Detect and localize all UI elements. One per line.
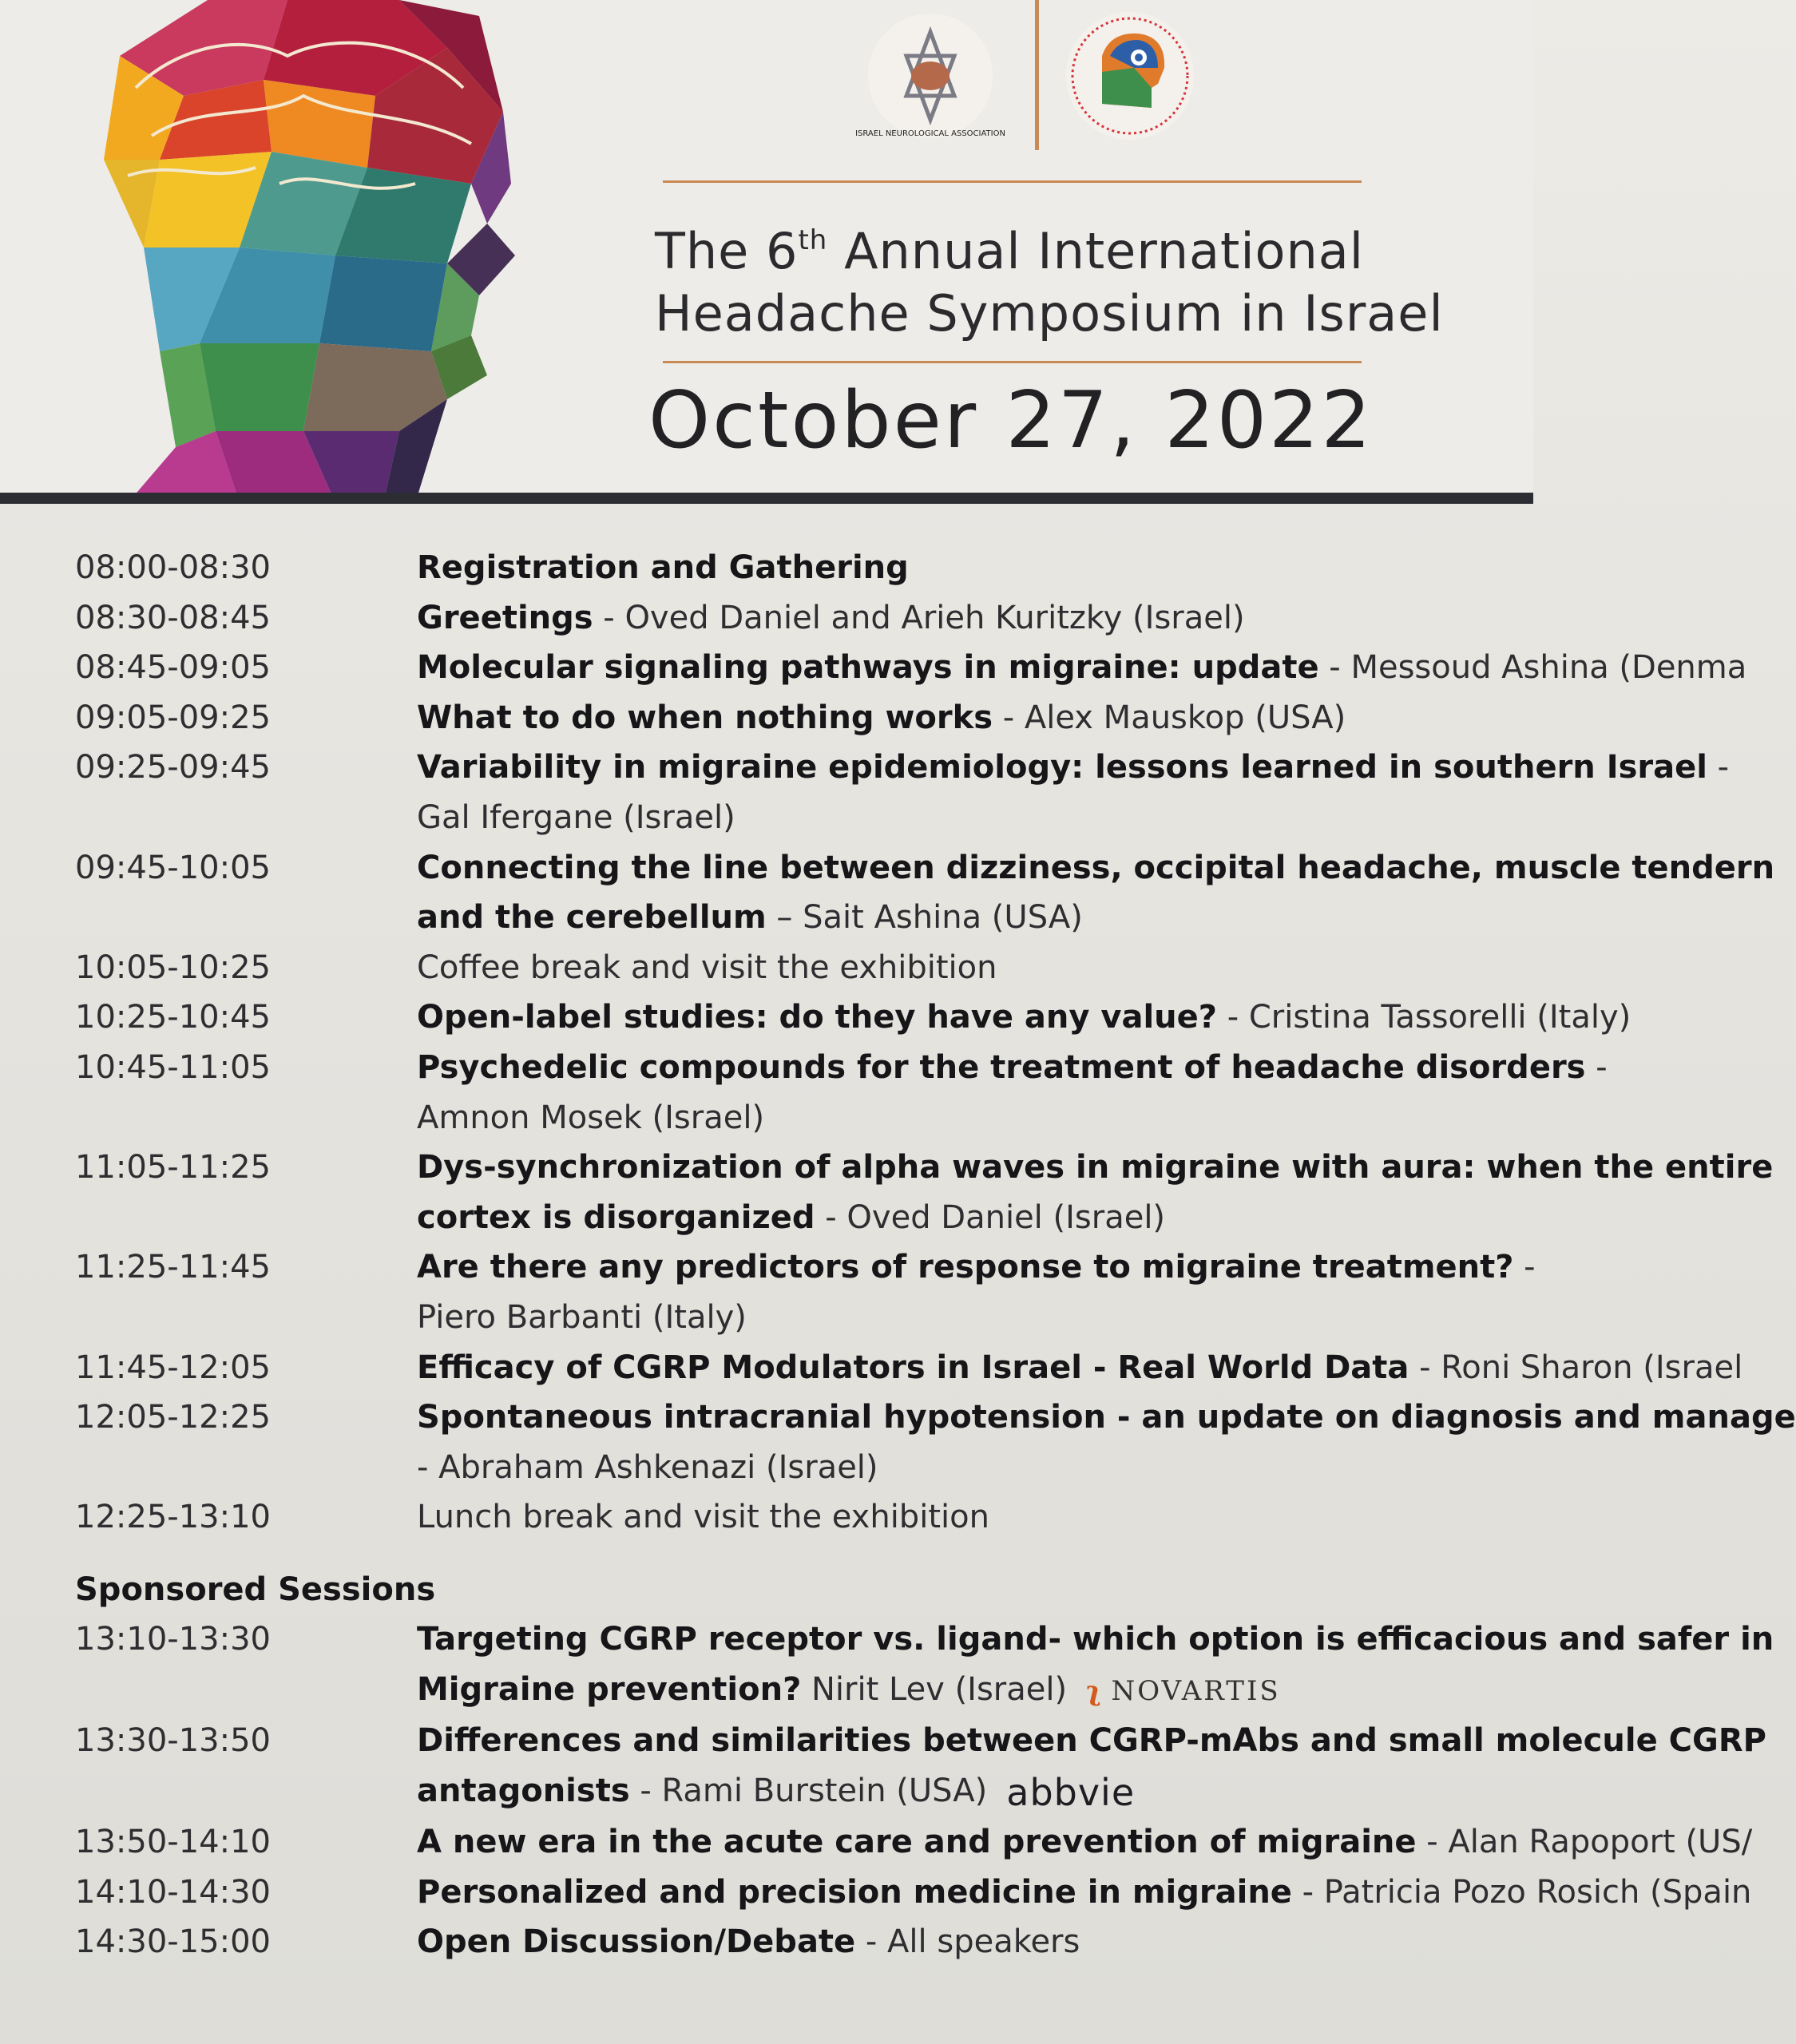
agenda-row: [0, 1043, 1608, 1093]
agenda-main-sessions: [0, 543, 1796, 1543]
session-line: [343, 543, 1533, 593]
session-title: What to do when nothing works: [417, 699, 993, 736]
agenda-row: [0, 643, 1747, 693]
session-speaker: – Sait Ashina (USA): [766, 899, 1083, 937]
session-time: 08:00-08:30: [75, 549, 271, 586]
session-line: [343, 943, 1533, 993]
session-line: [343, 992, 1631, 1043]
sponsored-sessions-heading: Sponsored Sessions: [75, 1571, 436, 1608]
session-time: [0, 1093, 343, 1143]
agenda-row: [0, 1392, 1796, 1443]
header-divider-band: [0, 493, 1533, 504]
session-time: [0, 1193, 343, 1243]
session-time: [0, 1665, 343, 1716]
symposium-title: [655, 209, 1453, 345]
session-line: [343, 1817, 1752, 1868]
novartis-flame-icon: ʅ: [1086, 1674, 1104, 1707]
session-speaker: Piero Barbanti (Italy): [417, 1298, 747, 1336]
session-time: 13:10-13:30: [75, 1621, 271, 1658]
session-speaker: - Cristina Tassorelli (Italy): [1216, 999, 1631, 1036]
session-line: [343, 893, 1533, 943]
session-time: 12:05-12:25: [75, 1399, 271, 1436]
session-time: 10:25-10:45: [75, 999, 271, 1036]
agenda-row: [0, 843, 1775, 893]
session-line: [343, 1392, 1796, 1443]
session-line: [343, 1242, 1536, 1293]
title-line-2: Headache Symposium in Israel: [655, 284, 1444, 343]
agenda-row: [0, 793, 1533, 843]
session-line: [343, 743, 1729, 793]
session-title: Spontaneous intracranial hypotension - an update on diagnosis and manage: [417, 1399, 1796, 1436]
session-speaker: - Abraham Ashkenazi (Israel): [417, 1448, 878, 1486]
session-speaker: - Oved Daniel and Arieh Kuritzky (Israel): [593, 599, 1245, 636]
session-line: [343, 1716, 1766, 1766]
session-title: Differences and similarities between CGRP-mAbs and small molecule CGRP: [417, 1722, 1766, 1760]
session-title: A new era in the acute care and prevention of migraine: [417, 1824, 1417, 1861]
session-speaker: Amnon Mosek (Israel): [417, 1099, 765, 1136]
session-speaker: - Rami Burstein (USA): [629, 1772, 988, 1809]
session-time: [0, 893, 343, 943]
session-line: [343, 1614, 1774, 1665]
agenda-row: [0, 1242, 1536, 1293]
session-title: Personalized and precision medicine in migraine: [417, 1873, 1292, 1911]
colorful-head-brain-illustration: [0, 0, 543, 503]
session-speaker: Gal Ifergane (Israel): [417, 798, 735, 836]
session-time: 08:45-09:05: [75, 649, 271, 687]
session-line: [343, 1093, 1533, 1143]
agenda-row: [0, 1343, 1743, 1393]
session-time: 14:30-15:00: [75, 1923, 271, 1961]
session-line: [343, 1343, 1742, 1393]
agenda-row: [0, 593, 1533, 644]
session-time: 10:05-10:25: [75, 949, 271, 986]
agenda-row: [0, 1917, 1533, 1967]
agenda-row: [0, 1193, 1533, 1243]
session-time: 13:30-13:50: [75, 1722, 271, 1760]
agenda-row: [0, 543, 1533, 593]
session-speaker: Nirit Lev (Israel): [801, 1671, 1068, 1709]
agenda-row: [0, 992, 1631, 1043]
session-time: 11:25-11:45: [75, 1249, 271, 1286]
session-line: [343, 1293, 1533, 1343]
agenda-row: [0, 1492, 1533, 1543]
session-time: 08:30-08:45: [75, 599, 271, 636]
session-line: [343, 1868, 1751, 1918]
session-speaker: - Oved Daniel (Israel): [815, 1198, 1166, 1236]
session-time: [0, 793, 343, 843]
session-time: 11:05-11:25: [75, 1149, 271, 1186]
sponsor-logo-novartis: [1086, 1666, 1281, 1717]
session-speaker: - Patricia Pozo Rosich (Spain: [1291, 1873, 1752, 1911]
israel-neurological-association-logo: [855, 8, 1005, 144]
session-speaker: - Alex Mauskop (USA): [993, 699, 1346, 736]
agenda-row: [0, 1817, 1753, 1868]
session-line: [343, 1917, 1533, 1967]
logos: [846, 0, 1230, 160]
agenda-row: [0, 893, 1533, 943]
session-speaker: - Alan Rapoport (US/: [1416, 1824, 1753, 1861]
session-time: [0, 1293, 343, 1343]
logo-left-text: ISRAEL NEUROLOGICAL ASSOCIATION: [855, 129, 1005, 138]
session-title: Variability in migraine epidemiology: lessons learned in southern Israel: [417, 749, 1707, 786]
session-time: 14:10-14:30: [75, 1873, 271, 1911]
israel-headache-society-logo: [1062, 8, 1198, 144]
session-line: [343, 593, 1533, 644]
session-speaker: -: [1707, 749, 1730, 786]
session-line: [343, 1492, 1533, 1543]
agenda-row: [0, 1665, 1533, 1716]
session-speaker: - Roni Sharon (Israel: [1409, 1349, 1743, 1386]
sponsor-logo-abbvie: [1006, 1768, 1135, 1818]
agenda-row: [0, 1293, 1533, 1343]
session-line: [343, 1043, 1608, 1093]
session-time: 13:50-14:10: [75, 1824, 271, 1861]
agenda-row: [0, 743, 1730, 793]
session-speaker: -: [1513, 1249, 1536, 1286]
accent-rule-bottom: [663, 361, 1362, 363]
sponsor-name: abbvie: [1006, 1770, 1136, 1814]
session-line: [343, 1766, 1533, 1817]
agenda-row: [0, 1614, 1774, 1665]
agenda-row: [0, 1716, 1766, 1766]
agenda-row: [0, 1443, 1533, 1493]
session-line: [343, 1665, 1533, 1716]
agenda-sponsored-sessions: [0, 1614, 1774, 1967]
session-speaker: - All speakers: [855, 1923, 1080, 1961]
session-title: Open-label studies: do they have any value?: [417, 999, 1217, 1036]
session-title: Efficacy of CGRP Modulators in Israel - Real World Data: [417, 1349, 1409, 1386]
break-label: Coffee break and visit the exhibition: [417, 949, 997, 986]
session-title: Open Discussion/Debate: [417, 1923, 856, 1961]
session-time: 10:45-11:05: [75, 1048, 271, 1086]
logo-divider: [1035, 0, 1039, 150]
session-speaker: - Messoud Ashina (Denma: [1318, 649, 1747, 687]
agenda-row: [0, 1868, 1752, 1918]
session-title: Registration and Gathering: [417, 549, 909, 586]
session-line: [343, 1143, 1773, 1193]
event-date: October 27, 2022: [648, 375, 1374, 466]
session-line: [343, 843, 1774, 893]
session-time: 09:05-09:25: [75, 699, 271, 736]
sponsor-name: NOVARTIS: [1111, 1674, 1281, 1707]
session-line: [343, 1193, 1533, 1243]
agenda-row: [0, 1143, 1774, 1193]
session-title: cortex is disorganized: [417, 1198, 815, 1236]
agenda-row: [0, 693, 1533, 743]
session-title: Dys-synchronization of alpha waves in migraine with aura: when the entire: [417, 1149, 1774, 1186]
session-title: Migraine prevention?: [417, 1671, 802, 1709]
session-time: 12:25-13:10: [75, 1499, 271, 1536]
header: [0, 0, 1533, 503]
session-title: Connecting the line between dizziness, occipital headache, muscle tendern: [417, 849, 1775, 886]
agenda: [0, 543, 1796, 1967]
agenda-row: [0, 1093, 1533, 1143]
session-title: and the cerebellum: [417, 899, 767, 937]
session-time: [0, 1766, 343, 1817]
session-line: [343, 793, 1533, 843]
session-time: 11:45-12:05: [75, 1349, 271, 1386]
session-time: 09:25-09:45: [75, 749, 271, 786]
agenda-row: [0, 1766, 1533, 1817]
session-speaker: -: [1585, 1048, 1608, 1086]
session-title: Targeting CGRP receptor vs. ligand- which option is efficacious and safer in: [417, 1621, 1774, 1658]
accent-rule-top: [663, 180, 1362, 183]
break-label: Lunch break and visit the exhibition: [417, 1499, 989, 1536]
session-time: 09:45-10:05: [75, 849, 271, 886]
session-line: [343, 1443, 1533, 1493]
session-title: antagonists: [417, 1772, 630, 1809]
title-line-1: The 6th Annual International: [655, 222, 1364, 280]
session-time: [0, 1443, 343, 1493]
session-title: Are there any predictors of response to migraine treatment?: [417, 1249, 1514, 1286]
agenda-row: [0, 943, 1533, 993]
session-title: Greetings: [417, 599, 593, 636]
session-title: Psychedelic compounds for the treatment of headache disorders: [417, 1048, 1586, 1086]
session-line: [343, 693, 1533, 743]
session-title: Molecular signaling pathways in migraine: update: [417, 649, 1319, 687]
session-line: [343, 643, 1746, 693]
